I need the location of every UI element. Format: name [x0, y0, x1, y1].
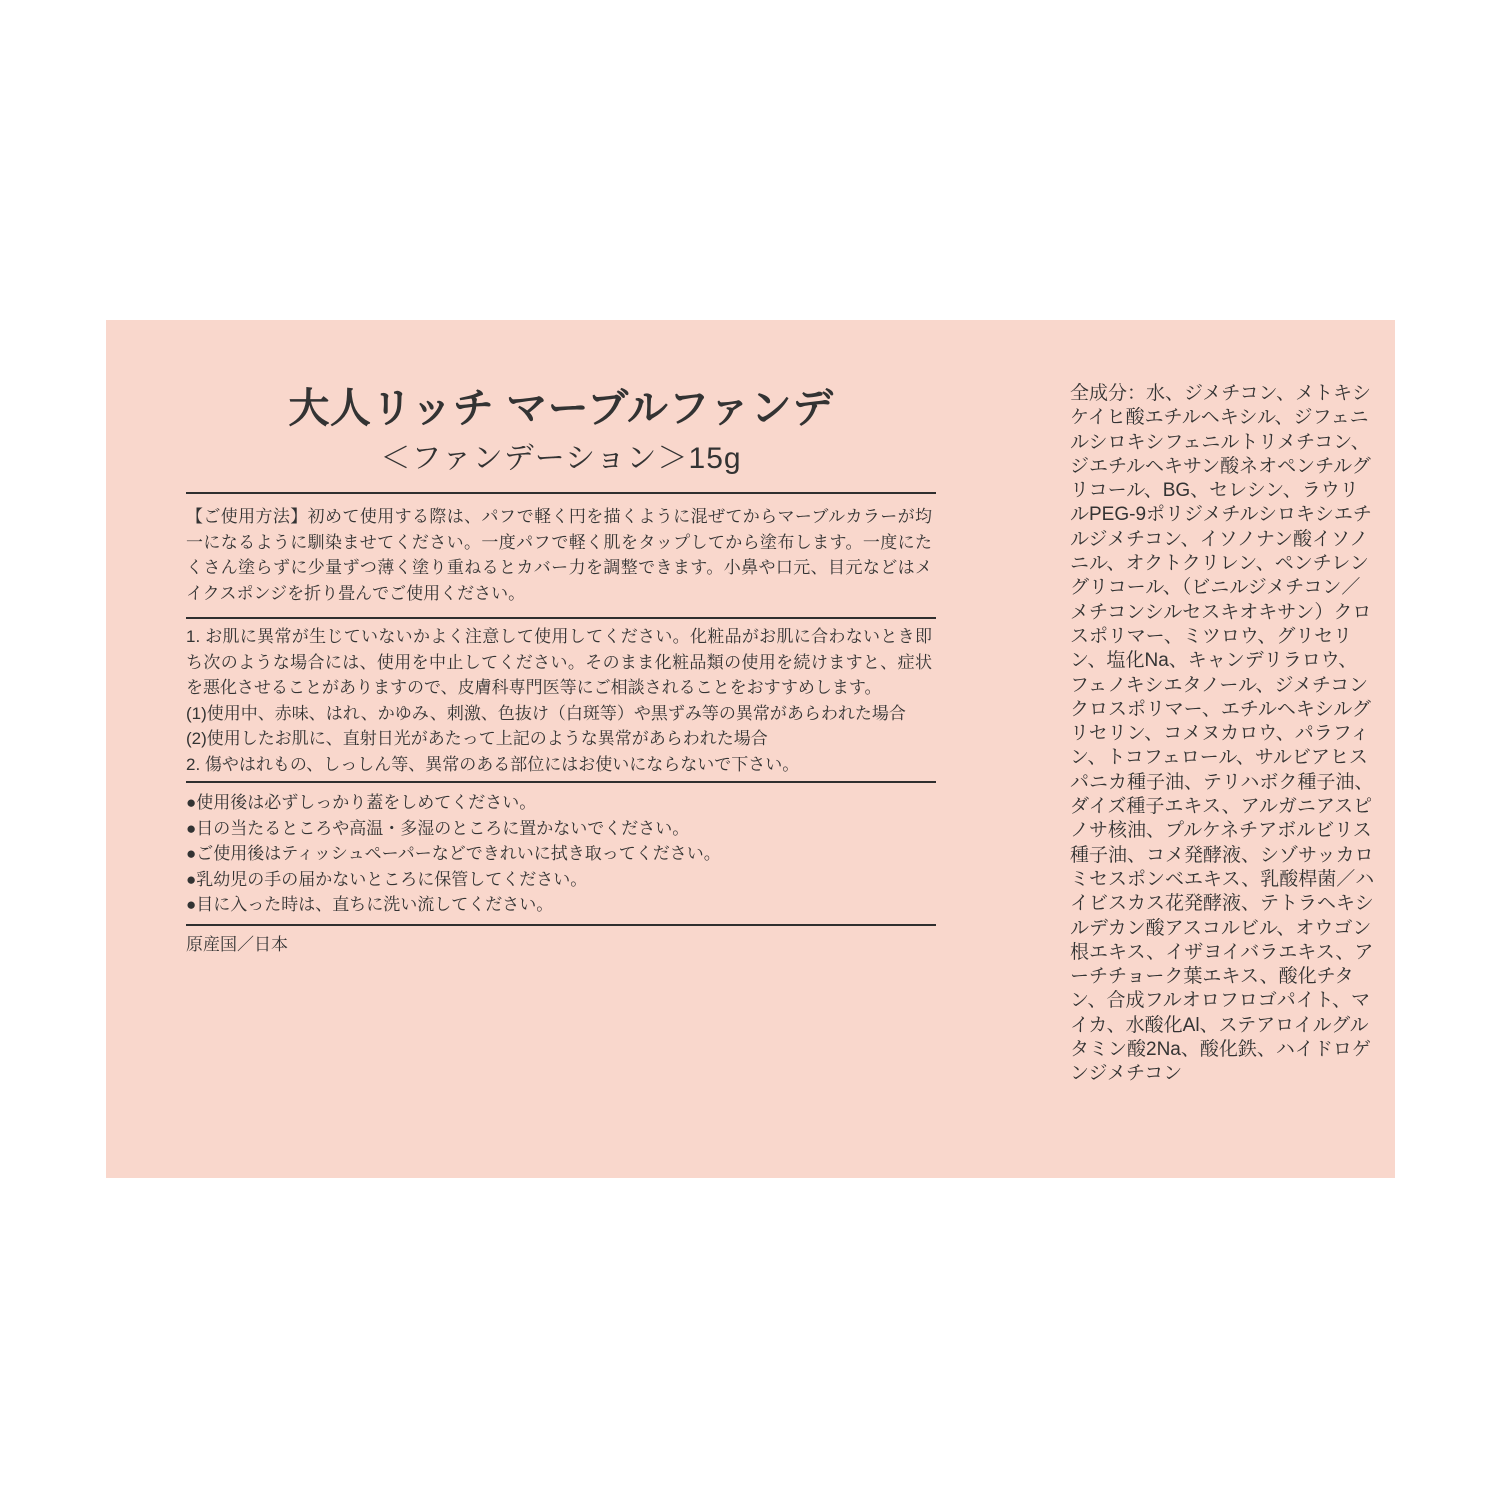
caution-item: (1)使用中、赤味、はれ、かゆみ、刺激、色抜け（白斑等）や黒ずみ等の異常があらわれた場合 [186, 703, 906, 723]
ingredients-list: 全成分：水、ジメチコン、メトキシケイヒ酸エチルヘキシル、ジフェニルシロキシフェニルトリメチコン、ジエチルヘキサン酸ネオペンチルグリコール、BG、セレシン、ラウリルPEG-9ポリジメチルシロキシエチルジメチコン、イソノナン酸イソノニル、オクトクリレン、ペンチレングリコール、（ビニルジメチコン／メチコンシルセスキオキサン）クロスポリマー、ミツロウ、グリセリン、塩化Na、キャンデリラロウ、フェノキシエタノール、ジメチコンクロスポリマー、エチルヘキシルグリセリン、コメヌカロウ、パラフィン、トコフェロール、サルビアヒスパニカ種子油、テリハボク種子油、ダイズ種子エキス、アルガニアスピノサ核油、プルケネチアボルビリス種子油、コメ発酵液、シゾサッカロミセスポンベエキス、乳酸桿菌／ハイビスカス花発酵液、テトラヘキシルデカン酸アスコルビル、オウゴン根エキス、イザヨイバラエキス、アーチチョーク葉エキス、酸化チタン、合成フルオロフロゴパイト、マイカ、水酸化Al、ステアロイルグルタミン酸2Na、酸化鉄、ハイドロゲンジメチコン [1070, 383, 1375, 1085]
label-left-column [186, 320, 936, 1178]
product-title: 大人リッチ マーブルファンデ [288, 385, 834, 431]
divider-usage-cautions [186, 617, 936, 619]
caution-item: 1. お肌に異常が生じていないかよく注意して使用してください。化粧品がお肌に合わないとき即ち次のような場合には、使用を中止してください。そのまま化粧品類の使用を続けますと、症状を悪化させることがありますので、皮膚科専門医等にご相談されることをおすすめします。 [186, 627, 932, 697]
storage-note-item: ●ご使用後はティッシュペーパーなどできれいに拭き取ってください。 [186, 844, 721, 863]
divider-notes-origin [186, 924, 936, 926]
storage-note-item: ●日の当たるところや高温・多湿のところに置かないでください。 [186, 818, 690, 838]
storage-note-item: ●使用後は必ずしっかり蓋をしめてください。 [186, 793, 537, 812]
cautions-section [186, 624, 932, 777]
usage-instructions: 【ご使用方法】初めて使用する際は、パフで軽く円を描くように混ぜてからマーブルカラーが均一になるように馴染ませてください。一度パフで軽く肌をタップしてから塗布します。一度にたくさん塗らずに少量ずつ薄く塗り重ねるとカバー力を調整できます。小鼻や口元、目元などはメイクスポンジを折り畳んでご使用ください。 [186, 507, 932, 603]
storage-notes-section [186, 790, 932, 918]
product-subtitle: ＜ファンデーション＞15g [380, 442, 742, 475]
divider-cautions-notes [186, 781, 936, 783]
caution-item: 2. 傷やはれもの、しっしん等、異常のある部位にはお使いにならないで下さい。 [186, 754, 800, 774]
product-label-panel [106, 320, 1395, 1178]
divider-top [186, 492, 936, 494]
caution-item: (2)使用したお肌に、直射日光があたって上記のような異常があらわれた場合 [186, 729, 768, 748]
storage-note-item: ●乳幼児の手の届かないところに保管してください。 [186, 869, 588, 889]
country-of-origin: 原産国／日本 [186, 935, 288, 954]
storage-note-item: ●目に入った時は、直ちに洗い流してください。 [186, 895, 554, 914]
